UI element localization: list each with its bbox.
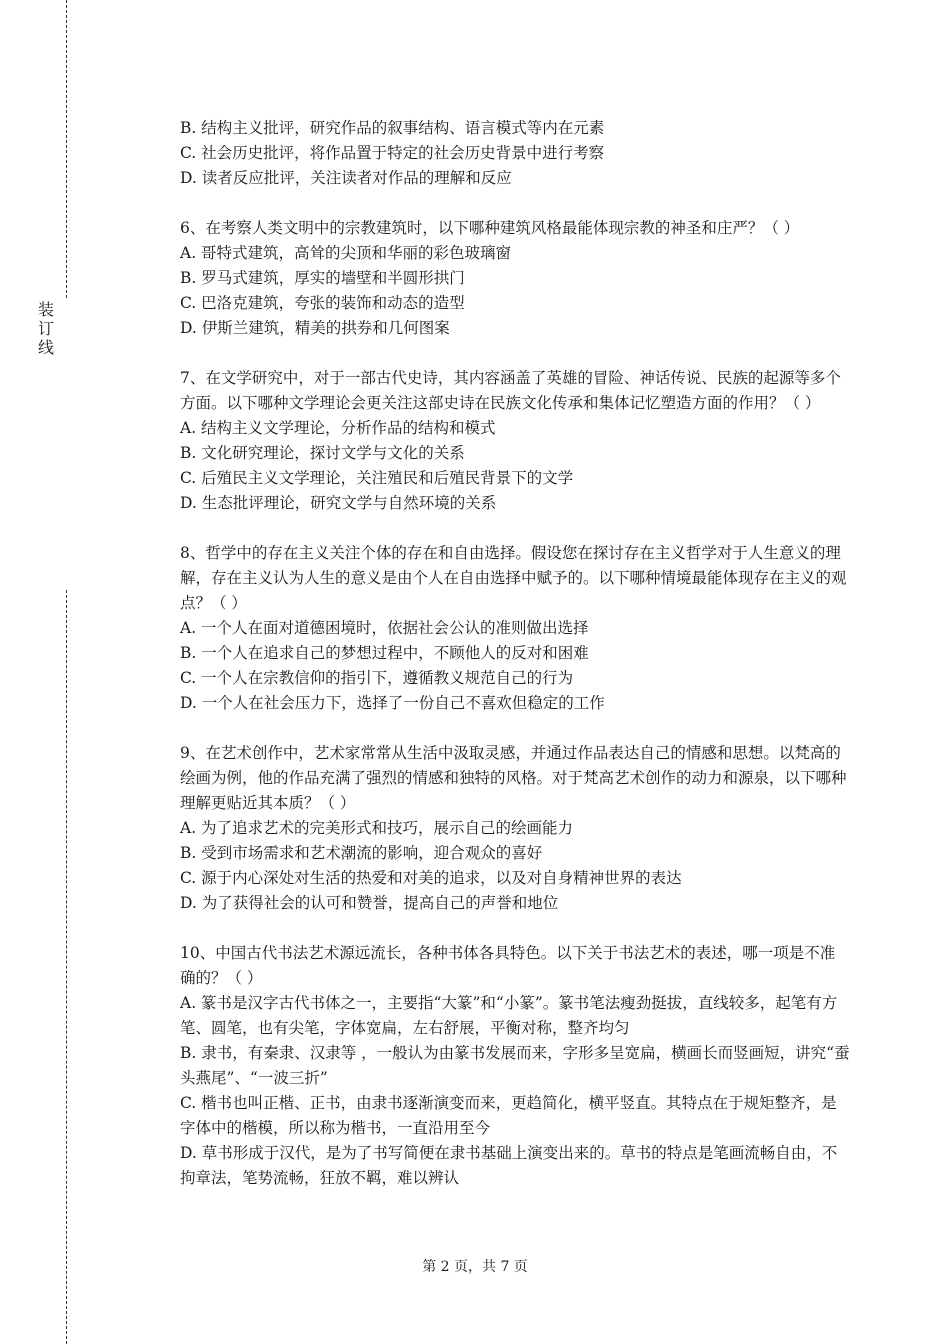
- binding-dashed-line-top: [66, 0, 67, 298]
- option: D. 为了获得社会的认可和赞誉，提高自己的声誉和地位: [180, 894, 559, 912]
- question-stem: 10、中国古代书法艺术源远流长，各种书体各具特色。以下关于书法艺术的表述，哪一项是不准确的？（ ）: [180, 944, 836, 987]
- option: D. 伊斯兰建筑，精美的拱券和几何图案: [180, 319, 450, 337]
- question-10: [180, 941, 850, 1191]
- option: D. 读者反应批评，关注读者对作品的理解和反应: [180, 169, 512, 187]
- question-6: [180, 216, 850, 341]
- exam-content: [180, 116, 850, 1191]
- question-5-continued: [180, 116, 850, 191]
- option: C. 后殖民主义文学理论，关注殖民和后殖民背景下的文学: [180, 469, 574, 487]
- option: B. 罗马式建筑，厚实的墙壁和半圆形拱门: [180, 269, 465, 287]
- option: C. 源于内心深处对生活的热爱和对美的追求，以及对自身精神世界的表达: [180, 869, 682, 887]
- option: A. 一个人在面对道德困境时，依据社会公认的准则做出选择: [180, 619, 589, 637]
- option: C. 一个人在宗教信仰的指引下，遵循教义规范自己的行为: [180, 669, 574, 687]
- question-stem: 7、在文学研究中，对于一部古代史诗，其内容涵盖了英雄的冒险、神话传说、民族的起源等多个方面。以下哪种文学理论会更关注这部史诗在民族文化传承和集体记忆塑造方面的作用？（ ）: [180, 369, 841, 412]
- option: B. 结构主义批评，研究作品的叙事结构、语言模式等内在元素: [180, 119, 605, 137]
- question-7: [180, 366, 850, 516]
- option: B. 一个人在追求自己的梦想过程中，不顾他人的反对和困难: [180, 644, 589, 662]
- binding-label: 装订线: [37, 300, 54, 357]
- binding-dashed-line-bottom: [66, 590, 67, 1344]
- option: C. 楷书也叫正楷、正书，由隶书逐渐演变而来，更趋简化，横平竖直。其特点在于规矩整齐，是字体中的楷模，所以称为楷书，一直沿用至今: [180, 1094, 837, 1137]
- option: A. 结构主义文学理论，分析作品的结构和模式: [180, 419, 496, 437]
- question-8: [180, 541, 850, 716]
- question-stem: 9、在艺术创作中，艺术家常常从生活中汲取灵感，并通过作品表达自己的情感和思想。以梵高的绘画为例，他的作品充满了强烈的情感和独特的风格。对于梵高艺术创作的动力和源泉，以下哪种理解更贴近其本质？（ ）: [180, 744, 847, 812]
- page-number-footer: 第 2 页，共 7 页: [422, 1259, 528, 1275]
- question-stem: 6、在考察人类文明中的宗教建筑时，以下哪种建筑风格最能体现宗教的神圣和庄严？（ ）: [180, 219, 800, 237]
- option: C. 巴洛克建筑，夸张的装饰和动态的造型: [180, 294, 465, 312]
- question-stem: 8、哲学中的存在主义关注个体的存在和自由选择。假设您在探讨存在主义哲学对于人生意义的理解，存在主义认为人生的意义是由个人在自由选择中赋予的。以下哪种情境最能体现存在主义的观点？（ ）: [180, 544, 847, 612]
- option: D. 生态批评理论，研究文学与自然环境的关系: [180, 494, 497, 512]
- option: B. 隶书，有秦隶、汉隶等 ，一般认为由篆书发展而来，字形多呈宽扁，横画长而竖画短，讲究“蚕头燕尾”、“一波三折”: [180, 1044, 850, 1087]
- question-9: [180, 741, 850, 916]
- option: A. 为了追求艺术的完美形式和技巧，展示自己的绘画能力: [180, 819, 574, 837]
- option: D. 一个人在社会压力下，选择了一份自己不喜欢但稳定的工作: [180, 694, 605, 712]
- option: B. 文化研究理论，探讨文学与文化的关系: [180, 444, 465, 462]
- option: B. 受到市场需求和艺术潮流的影响，迎合观众的喜好: [180, 844, 543, 862]
- option: A. 哥特式建筑，高耸的尖顶和华丽的彩色玻璃窗: [180, 244, 512, 262]
- option: A. 篆书是汉字古代书体之一，主要指“大篆”和“小篆”。篆书笔法瘦劲挺拔，直线较多，起笔有方笔、圆笔，也有尖笔，字体宽扁，左右舒展，平衡对称，整齐均匀: [180, 994, 838, 1037]
- option: C. 社会历史批评，将作品置于特定的社会历史背景中进行考察: [180, 144, 605, 162]
- option: D. 草书形成于汉代，是为了书写简便在隶书基础上演变出来的。草书的特点是笔画流畅自由，不拘章法，笔势流畅，狂放不羁，难以辨认: [180, 1144, 838, 1187]
